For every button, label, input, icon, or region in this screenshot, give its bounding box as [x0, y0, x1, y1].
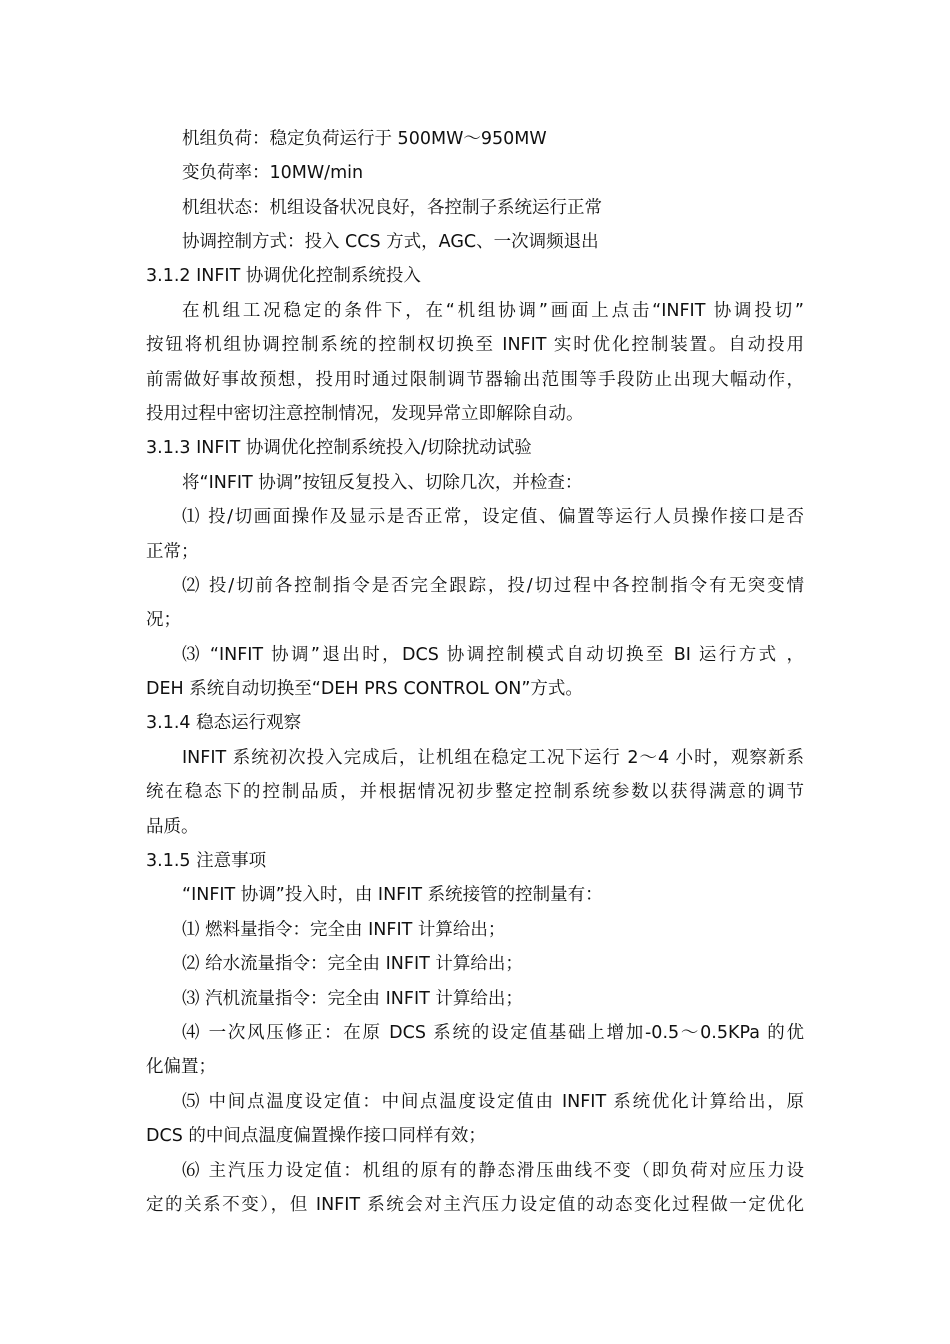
section-heading-3-1-5: 3.1.5 注意事项 [146, 851, 267, 871]
list-item-line: ⑶ 汽机流量指令：完全由 INFIT 计算给出； [182, 989, 523, 1009]
param-unit-load: 机组负荷：稳定负荷运行于 500MW～950MW [182, 129, 547, 149]
list-item-line: ⑹ 主汽压力设定值：机组的原有的静态滑压曲线不变（即负荷对应压力设 [182, 1161, 804, 1181]
list-item-line: ⑴ 投/切画面操作及显示是否正常，设定值、偏置等运行人员操作接口是否 [182, 507, 804, 527]
list-item-line: ⑸ 中间点温度设定值：中间点温度设定值由 INFIT 系统优化计算给出，原 [182, 1092, 804, 1112]
list-item-line: 况； [146, 610, 181, 630]
paragraph-line: 在机组工况稳定的条件下，在“机组协调”画面上点击“INFIT 协调投切” [182, 301, 804, 321]
section-heading-3-1-4: 3.1.4 稳态运行观察 [146, 713, 302, 733]
paragraph-line: 按钮将机组协调控制系统的控制权切换至 INFIT 实时优化控制装置。自动投用 [146, 335, 804, 355]
paragraph-line: 将“INFIT 协调”按钮反复投入、切除几次，并检查： [182, 473, 583, 493]
list-item-line: ⑵ 投/切前各控制指令是否完全跟踪，投/切过程中各控制指令有无突变情 [182, 576, 804, 596]
paragraph-line: 前需做好事故预想，投用时通过限制调节器输出范围等手段防止出现大幅动作， [146, 370, 804, 390]
param-unit-status: 机组状态：机组设备状况良好，各控制子系统运行正常 [182, 198, 602, 218]
list-item-line: 化偏置； [146, 1057, 216, 1077]
param-coordination-mode: 协调控制方式：投入 CCS 方式，AGC、一次调频退出 [182, 232, 599, 252]
list-item-line: ⑶ “INFIT 协调”退出时，DCS 协调控制模式自动切换至 BI 运行方式 ， [182, 645, 804, 665]
paragraph-line: “INFIT 协调”投入时，由 INFIT 系统接管的控制量有： [182, 885, 603, 905]
list-item-line: ⑵ 给水流量指令：完全由 INFIT 计算给出； [182, 954, 523, 974]
paragraph-line: 统在稳态下的控制品质，并根据情况初步整定控制系统参数以获得满意的调节 [146, 782, 804, 802]
list-item-line: 定的关系不变），但 INFIT 系统会对主汽压力设定值的动态变化过程做一定优化 [146, 1195, 804, 1215]
paragraph-line: INFIT 系统初次投入完成后，让机组在稳定工况下运行 2～4 小时，观察新系 [182, 748, 804, 768]
section-heading-3-1-2: 3.1.2 INFIT 协调优化控制系统投入 [146, 266, 421, 286]
paragraph-line: 品质。 [146, 817, 199, 837]
list-item-line: DCS 的中间点温度偏置操作接口同样有效； [146, 1126, 486, 1146]
list-item-line: 正常； [146, 542, 199, 562]
param-load-rate: 变负荷率：10MW/min [182, 163, 364, 183]
list-item-line: ⑷ 一次风压修正：在原 DCS 系统的设定值基础上增加-0.5～0.5KPa 的优 [182, 1023, 804, 1043]
section-heading-3-1-3: 3.1.3 INFIT 协调优化控制系统投入/切除扰动试验 [146, 438, 532, 458]
paragraph-line: 投用过程中密切注意控制情况，发现异常立即解除自动。 [146, 404, 584, 424]
list-item-line: ⑴ 燃料量指令：完全由 INFIT 计算给出； [182, 920, 506, 940]
list-item-line: DEH 系统自动切换至“DEH PRS CONTROL ON”方式。 [146, 679, 583, 699]
